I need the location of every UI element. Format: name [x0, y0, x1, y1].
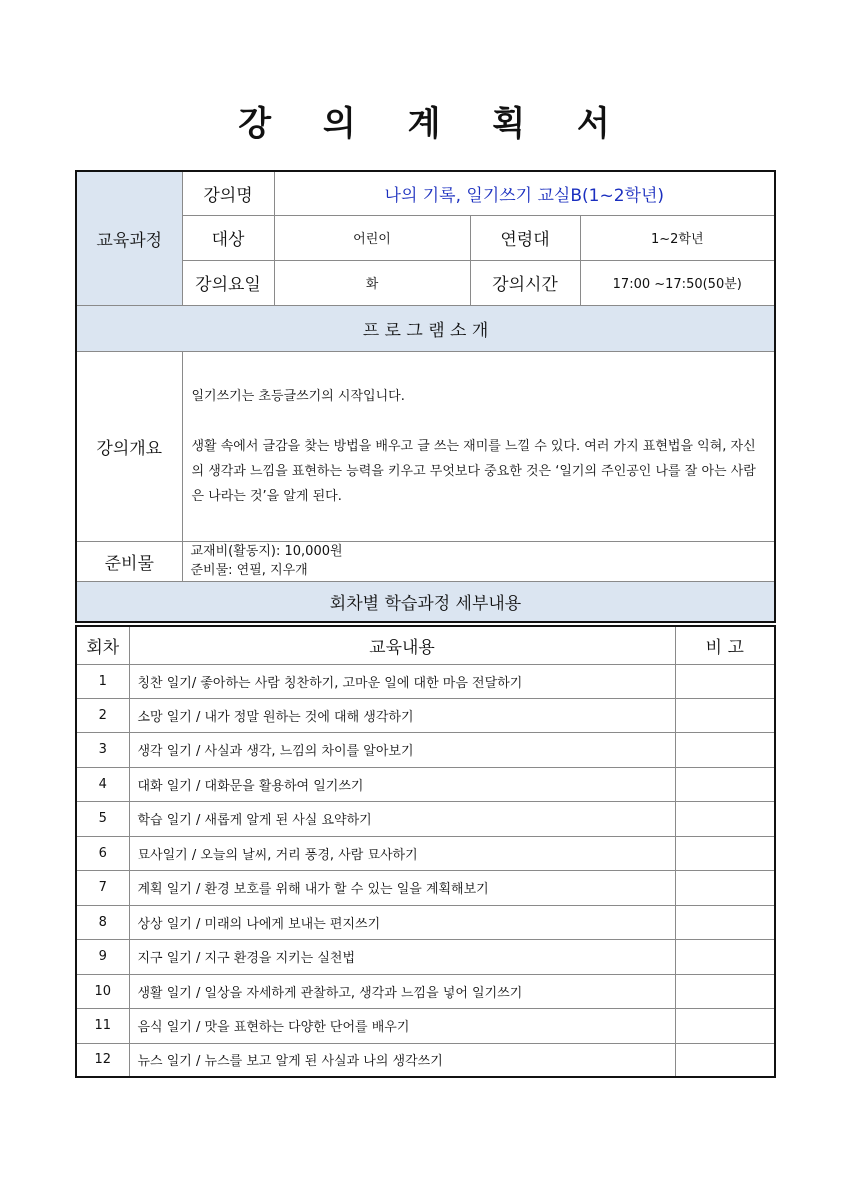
- table-row: [76, 1008, 775, 1043]
- session-no: 2: [76, 698, 129, 732]
- col-header-content: 교육내용: [129, 626, 675, 664]
- table-row: [76, 801, 775, 836]
- session-note: [675, 939, 775, 974]
- overview-paragraph-2: 생활 속에서 글감을 찾는 방법을 배우고 글 쓰는 재미를 느낄 수 있다. 여러 가지 표현법을 익혀, 자신의 생각과 느낌을 표현하는 능력을 키우고 무엇보다 중요한 것은 ‘일기의 주인공인 나를 잘 아는 사람은 나라는 것’을 알게 된다.: [191, 438, 756, 504]
- table-row: [76, 698, 775, 732]
- session-content: 칭찬 일기/ 좋아하는 사람 칭찬하기, 고마운 일에 대한 마음 전달하기: [129, 664, 675, 698]
- page-title: 강 의 계 획 서: [238, 104, 630, 144]
- table-row: [76, 870, 775, 905]
- target-value: 어린이: [274, 215, 470, 260]
- sessions-header: 회차별 학습과정 세부내용: [76, 581, 775, 622]
- session-content: 학습 일기 / 새롭게 알게 된 사실 요약하기: [129, 801, 675, 836]
- session-no: 4: [76, 767, 129, 801]
- session-no: 7: [76, 870, 129, 905]
- table-row: [76, 1043, 775, 1077]
- session-note: [675, 1008, 775, 1043]
- course-info-table: [75, 170, 776, 623]
- course-name-label: 강의명: [182, 171, 274, 215]
- overview-paragraph-1: 일기쓰기는 초등글쓰기의 시작입니다.: [191, 388, 405, 404]
- session-content: 음식 일기 / 맛을 표현하는 다양한 단어를 배우기: [129, 1008, 675, 1043]
- materials-fee: 교재비(활동지): 10,000원: [190, 544, 343, 559]
- table-row: [76, 836, 775, 870]
- category-label: 교육과정: [76, 171, 182, 305]
- time-value: 17:00 ~17:50(50분): [580, 260, 775, 305]
- session-note: [675, 801, 775, 836]
- table-row: [76, 939, 775, 974]
- table-row: [76, 905, 775, 939]
- session-no: 1: [76, 664, 129, 698]
- session-content: 생각 일기 / 사실과 생각, 느낌의 차이를 알아보기: [129, 732, 675, 767]
- table-row: [76, 974, 775, 1008]
- age-value: 1~2학년: [580, 215, 775, 260]
- materials-items: 준비물: 연필, 지우개: [190, 563, 308, 578]
- table-row: [76, 767, 775, 801]
- session-note: [675, 905, 775, 939]
- session-no: 8: [76, 905, 129, 939]
- session-note: [675, 1043, 775, 1077]
- session-content: 지구 일기 / 지구 환경을 지키는 실천법: [129, 939, 675, 974]
- session-content: 소망 일기 / 내가 정말 원하는 것에 대해 생각하기: [129, 698, 675, 732]
- target-label: 대상: [182, 215, 274, 260]
- col-header-note: 비 고: [675, 626, 775, 664]
- session-no: 12: [76, 1043, 129, 1077]
- session-content: 대화 일기 / 대화문을 활용하여 일기쓰기: [129, 767, 675, 801]
- materials-text: [182, 541, 775, 581]
- session-note: [675, 836, 775, 870]
- overview-label: 강의개요: [76, 351, 182, 541]
- sessions-table: [75, 625, 776, 1078]
- session-content: 묘사일기 / 오늘의 날씨, 거리 풍경, 사람 묘사하기: [129, 836, 675, 870]
- table-row: [76, 664, 775, 698]
- session-note: [675, 732, 775, 767]
- session-no: 3: [76, 732, 129, 767]
- session-no: 11: [76, 1008, 129, 1043]
- overview-text: [182, 351, 775, 541]
- session-content: 계획 일기 / 환경 보호를 위해 내가 할 수 있는 일을 계획해보기: [129, 870, 675, 905]
- session-note: [675, 698, 775, 732]
- session-no: 9: [76, 939, 129, 974]
- session-note: [675, 974, 775, 1008]
- table-row: [76, 732, 775, 767]
- session-no: 6: [76, 836, 129, 870]
- materials-label: 준비물: [76, 541, 182, 581]
- col-header-no: 회차: [76, 626, 129, 664]
- session-content: 생활 일기 / 일상을 자세하게 관찰하고, 생각과 느낌을 넣어 일기쓰기: [129, 974, 675, 1008]
- time-label: 강의시간: [470, 260, 580, 305]
- session-note: [675, 767, 775, 801]
- age-label: 연령대: [470, 215, 580, 260]
- session-note: [675, 870, 775, 905]
- course-name-value: 나의 기록, 일기쓰기 교실B(1~2학년): [274, 171, 775, 215]
- session-no: 5: [76, 801, 129, 836]
- session-no: 10: [76, 974, 129, 1008]
- session-note: [675, 664, 775, 698]
- program-header: 프 로 그 램 소 개: [76, 305, 775, 351]
- day-label: 강의요일: [182, 260, 274, 305]
- day-value: 화: [274, 260, 470, 305]
- session-content: 뉴스 일기 / 뉴스를 보고 알게 된 사실과 나의 생각쓰기: [129, 1043, 675, 1077]
- session-content: 상상 일기 / 미래의 나에게 보내는 편지쓰기: [129, 905, 675, 939]
